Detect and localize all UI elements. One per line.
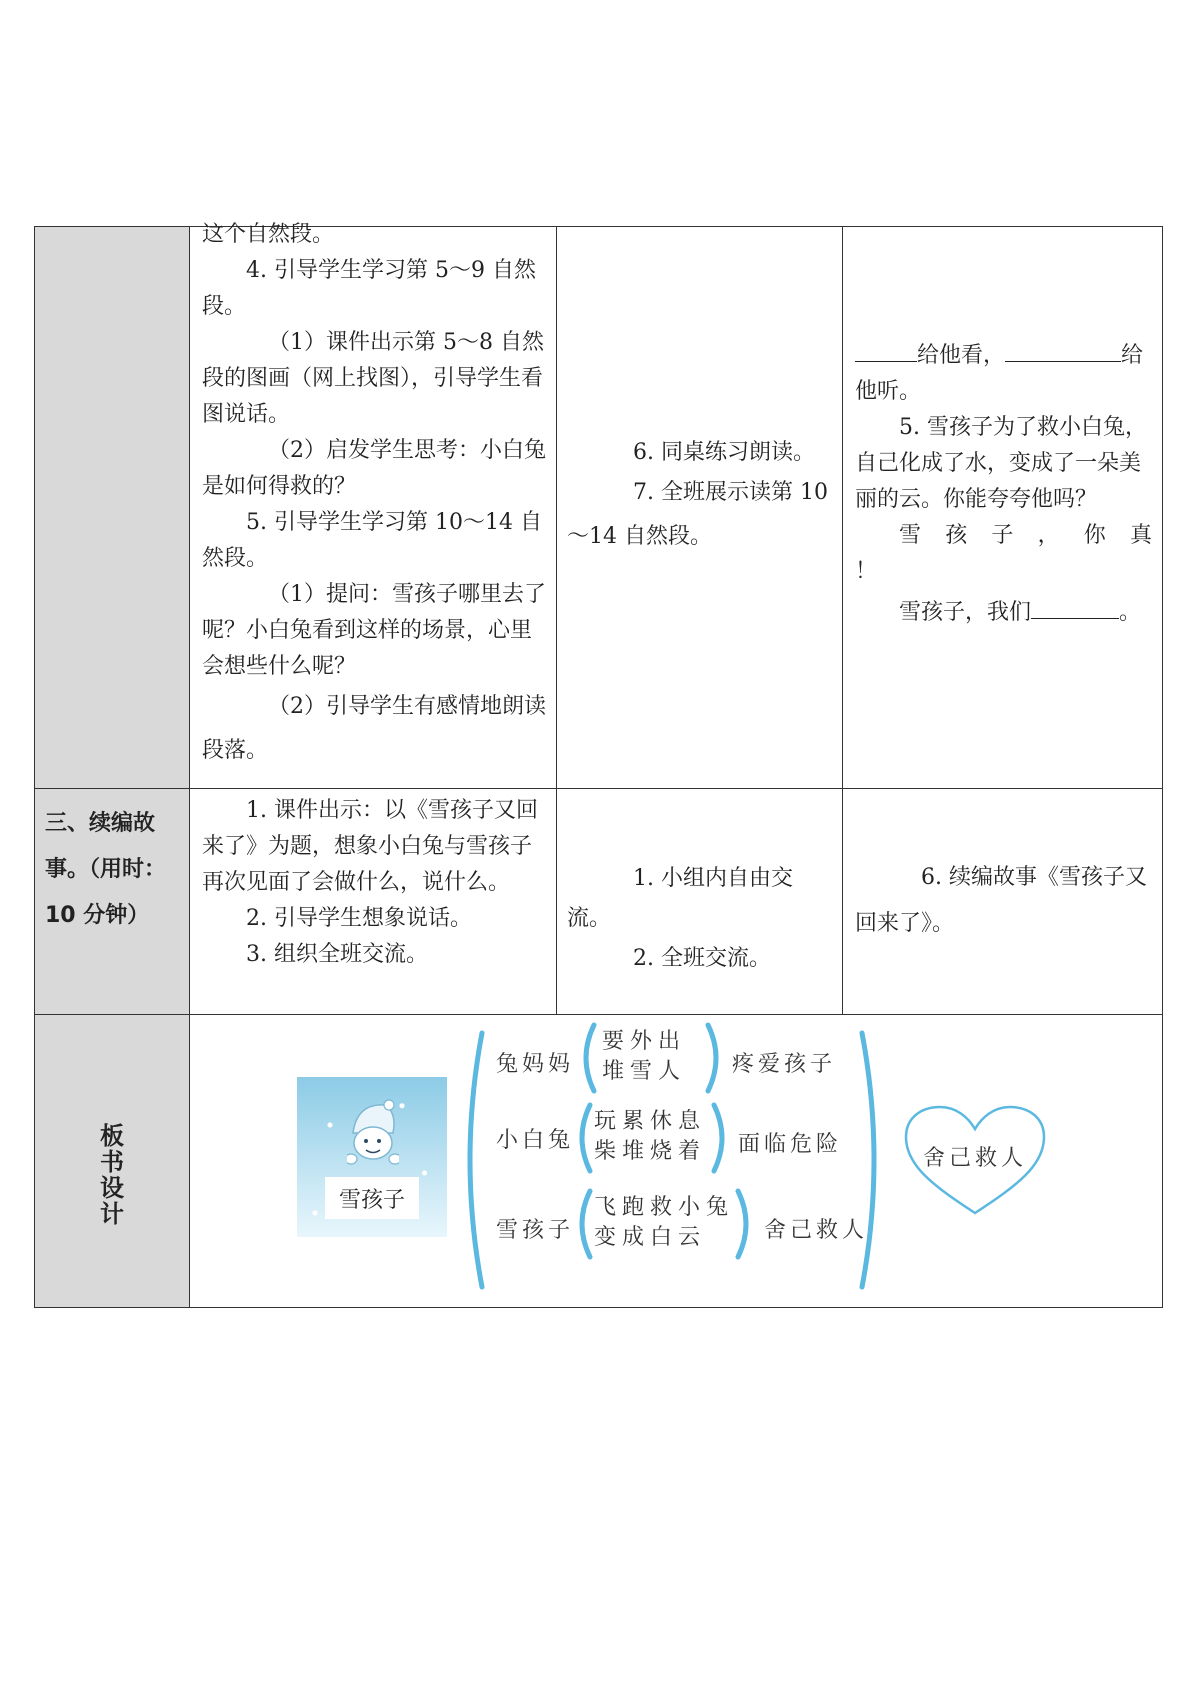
pill-text: 飞跑救小兔 变成白云 [594,1195,735,1250]
stage-cell-empty [35,227,190,789]
teacher-activity-cell [190,222,557,789]
board-label-char: 书 [100,1148,124,1176]
practice-cell [843,789,1163,1015]
teacher-line: 2. 引导学生想象说话。 [246,906,472,931]
teacher-line: （2）引导学生有感情地朗读段落。 [202,694,546,763]
teacher-line: （1）提问：雪孩子哪里去了呢？小白兔看到这样的场景，心里会想些什么呢？ [202,582,546,679]
answer-blank [1005,335,1121,362]
student-activity-cell [557,227,843,789]
snowman-icon [347,1099,399,1169]
snow-child-card [297,1077,447,1237]
stage-title: 三、续编故事。（用时：10 分钟） [45,811,167,928]
table-row-reading [35,227,1163,789]
board-label-char: 计 [100,1200,124,1228]
teacher-line: 1. 课件出示：以《雪孩子又回来了》为题，想象小白兔与雪孩子再次见面了会做什么，说什么。 [202,798,538,895]
table-row-board-design [35,1015,1163,1308]
card-title: 雪孩子 [325,1177,419,1219]
student-line: 2. 全班交流。 [633,946,771,971]
pill-text: 要外出 堆雪人 [602,1029,687,1084]
row-name: 兔妈妈 [496,1052,575,1077]
practice-line: 6. 续编故事《雪孩子又回来了》。 [855,865,1147,936]
praise-sentence: 雪 孩 子 ， 你 真 [899,523,1152,548]
row-result: 疼爱孩子 [732,1052,837,1077]
row-name: 小白兔 [496,1128,575,1153]
heart-text: 舍己救人 [922,1146,1027,1171]
teacher-activity-cell [190,789,557,1015]
teacher-line: （1）课件出示第 5～8 自然段的图画（网上找图），引导学生看图说话。 [202,330,544,427]
teacher-line: 3. 组织全班交流。 [246,942,428,967]
teacher-line: 4. 引导学生学习第 5～9 自然段。 [202,258,536,319]
stage-cell [35,789,190,1015]
board-design-label [35,1015,189,1227]
student-line: 7. 全班展示读第 10～14 自然段。 [567,480,828,549]
pill-text: 玩累休息 柴堆烧着 [594,1109,707,1164]
lesson-plan-table [34,222,1163,1308]
board-design-text [35,1123,189,1227]
praise-sentence-end: ！ [855,559,878,584]
student-line: 6. 同桌练习朗读。 [633,440,815,465]
row-result: 舍己救人 [764,1218,869,1243]
practice-question: 5. 雪孩子为了救小白兔，自己化成了水，变成了一朵美丽的云。你能夸夸他吗？ [855,415,1147,512]
teacher-line: 这个自然段。 [202,222,335,247]
board-label-char: 板 [100,1122,124,1150]
teacher-line: （2）启发学生思考：小白兔是如何得救的？ [202,438,546,499]
answer-blank [1031,592,1119,619]
table-row-continue-story [35,789,1163,1015]
row-result: 面临危险 [738,1132,843,1157]
practice-line: 给他看， 给他听。 [855,335,1152,410]
board-design-cell [190,1015,1163,1308]
student-activity-cell [557,789,843,1015]
student-line: 1. 小组内自由交流。 [567,866,793,931]
board-label-char: 设 [100,1174,124,1202]
answer-blank [855,335,917,362]
practice-line: 雪孩子，我们 。 [855,590,1152,636]
stage-cell [35,1015,190,1308]
teacher-line: 5. 引导学生学习第 10～14 自然段。 [202,510,542,571]
practice-cell [843,227,1163,789]
row-name: 雪孩子 [496,1218,575,1243]
